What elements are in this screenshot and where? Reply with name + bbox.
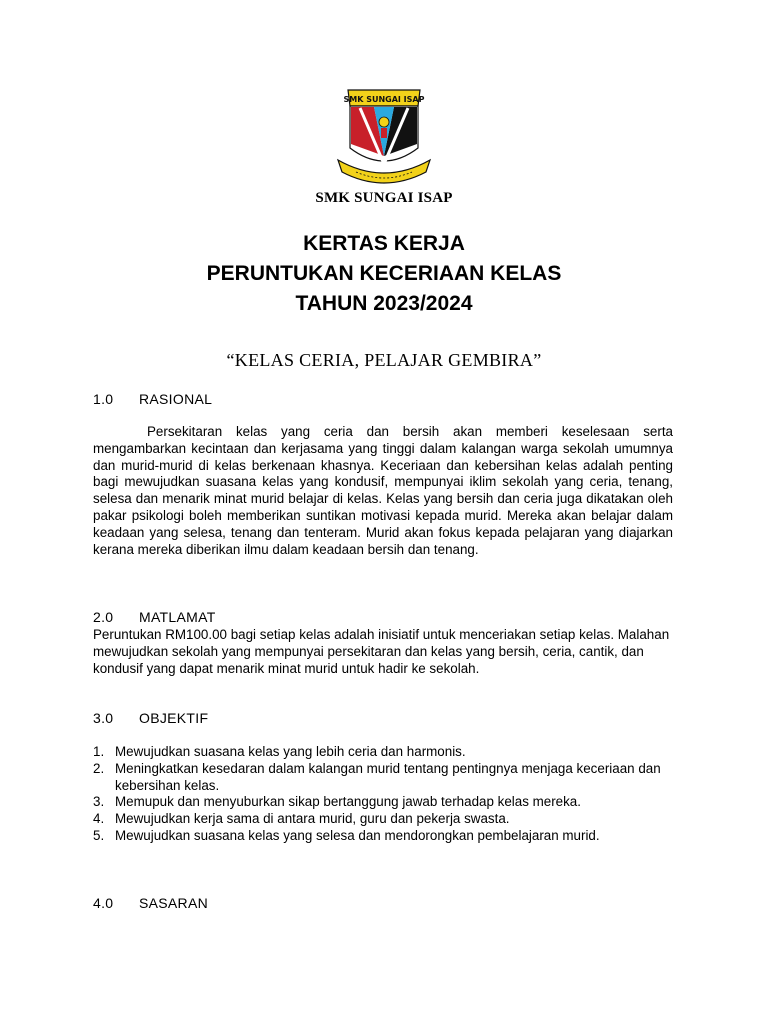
list-item: 3. Memupuk dan menyuburkan sikap bertanggung jawab terhadap kelas mereka. <box>93 794 581 810</box>
section-number: 3.0 <box>93 710 114 726</box>
section-heading-matlamat <box>93 609 216 625</box>
rasional-paragraph: Persekitaran kelas yang ceria dan bersih akan memberi keselesaan serta mengambarkan kecintaan dan kerjasama yang tinggi dalam kalangan warga sekolah umumnya dan murid-murid di kelas berkenaan khasnya. Keceriaan dan kebersihan kelas adalah penting bagi mewujudkan suasana kelas yang kondusif, mempunyai iklim sekolah yang ceria, tenang, selesa dan menarik minat murid belajar di kelas. Kelas yang bersih dan ceria juga dikatakan oleh pakar psikologi boleh memberikan suntikan motivasi kepada murid. Mereka akan belajar dalam keadaan yang selesa, tenang dan tenteram. Murid akan fokus kepada pelajaran yang diajarkan kerana mereka diberikan ilmu dalam keadaan bersih dan tenang. <box>93 424 673 557</box>
section-heading-objektif <box>93 710 208 726</box>
matlamat-paragraph: Peruntukan RM100.00 bagi setiap kelas adalah inisiatif untuk menceriakan setiap kelas. Malahan mewujudkan sekolah yang mempunyai persekitaran dan kelas yang bersih, ceria, cantik, dan kondusif yang dapat menarik minat murid untuk hadir ke sekolah. <box>93 627 670 676</box>
list-item: 1. Mewujudkan suasana kelas yang lebih ceria dan harmonis. <box>93 744 466 759</box>
section-title: OBJEKTIF <box>139 710 209 726</box>
section-heading-sasaran <box>93 895 208 911</box>
objective-list <box>93 744 673 845</box>
slogan: “KELAS CERIA, PELAJAR GEMBIRA” <box>226 350 542 370</box>
list-item: 5. Mewujudkan suasana kelas yang selesa dan mendorongkan pembelajaran murid. <box>93 827 600 843</box>
list-item: 4. Mewujudkan kerja sama di antara murid, guru dan pekerja swasta. <box>93 811 510 827</box>
school-name: SMK SUNGAI ISAP <box>315 190 453 206</box>
title-line-2: PERUNTUKAN KECERIAAN KELAS <box>206 262 562 285</box>
section-number: 2.0 <box>93 609 114 625</box>
school-crest-logo <box>334 86 434 190</box>
section-heading-rasional <box>93 391 212 407</box>
section-title: SASARAN <box>139 895 209 911</box>
section-number: 1.0 <box>93 391 114 407</box>
title-line-3: TAHUN 2023/2024 <box>295 292 473 315</box>
list-item: 2. Meningkatkan kesedaran dalam kalangan murid tentang pentingnya menjaga keceriaan dan kebersihan kelas. <box>93 760 661 793</box>
document-title <box>0 229 768 319</box>
title-line-1: KERTAS KERJA <box>303 232 465 255</box>
section-title: RASIONAL <box>139 391 213 407</box>
section-number: 4.0 <box>93 895 114 911</box>
svg-text:SMK SUNGAI ISAP: SMK SUNGAI ISAP <box>343 95 425 104</box>
section-title: MATLAMAT <box>139 609 216 625</box>
